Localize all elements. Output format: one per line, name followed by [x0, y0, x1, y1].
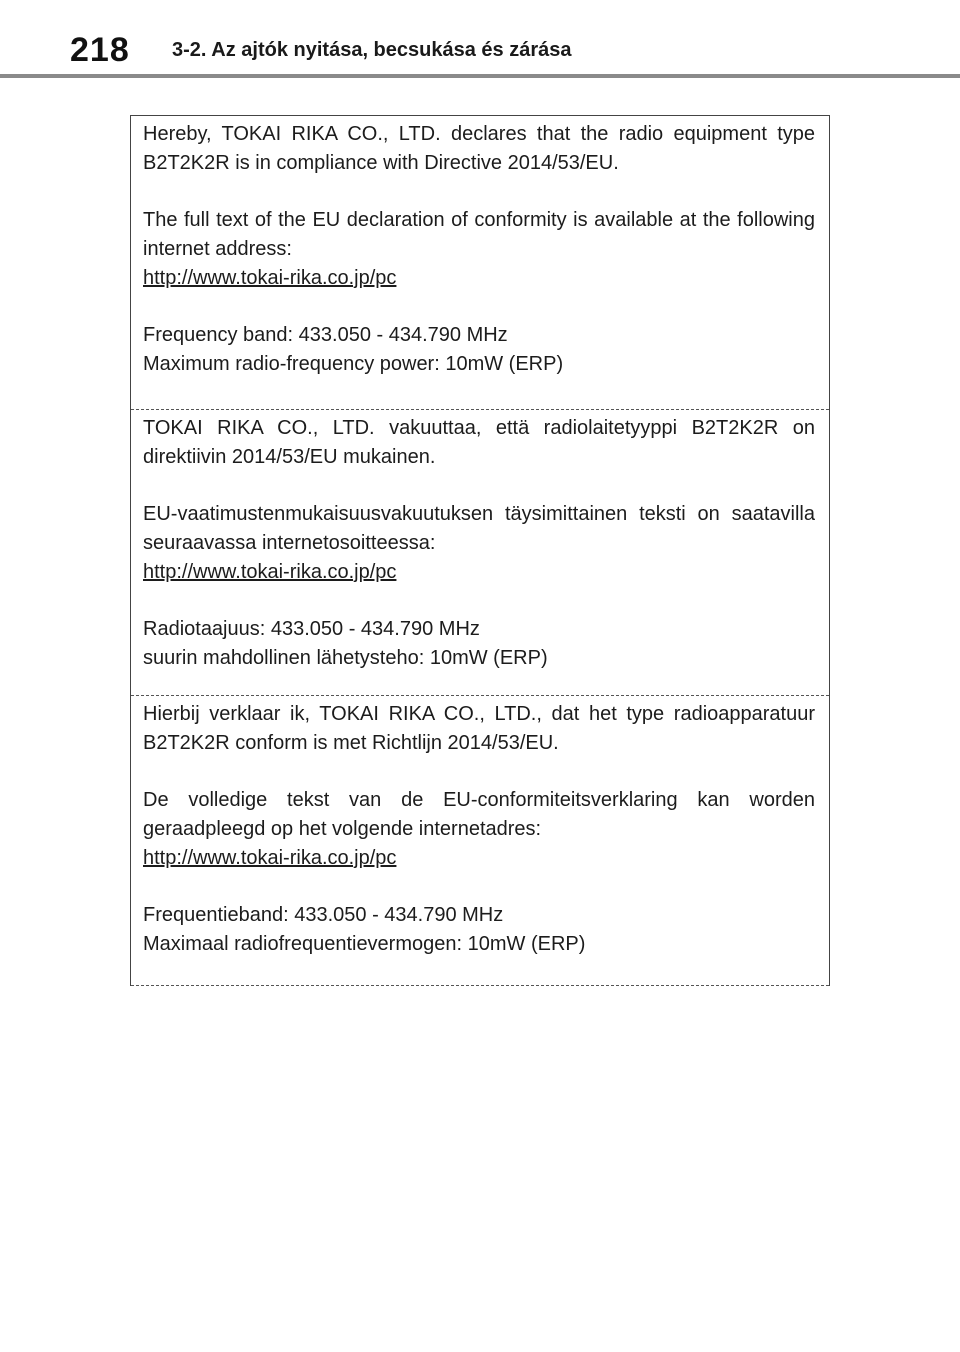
declaration-availability: EU-vaatimustenmukaisuusvakuutuksen täysimittainen teksti on saatavilla seuraavassa internetosoitteessa: [143, 503, 815, 554]
declaration-block-dutch [131, 696, 829, 986]
declaration-url-link[interactable]: http://www.tokai-rika.co.jp/pc [143, 561, 397, 583]
page-header [0, 0, 960, 78]
declaration-statement: TOKAI RIKA CO., LTD. vakuuttaa, että radiolaitetyyppi B2T2K2R on direktiivin 2014/53/EU mukainen. [143, 417, 815, 468]
frequency-band: Radiotaajuus: 433.050 - 434.790 MHz [143, 618, 480, 640]
header-divider [0, 74, 960, 78]
declaration-statement: Hierbij verklaar ik, TOKAI RIKA CO., LTD., dat het type radioapparatuur B2T2K2R conform is met Richtlijn 2014/53/EU. [143, 703, 815, 754]
declaration-statement: Hereby, TOKAI RIKA CO., LTD. declares that the radio equipment type B2T2K2R is in compliance with Directive 2014/53/EU. [143, 123, 815, 174]
max-power: Maximum radio-frequency power: 10mW (ERP) [143, 353, 564, 375]
max-power: Maximaal radiofrequentievermogen: 10mW (ERP) [143, 933, 586, 955]
declaration-url-link[interactable]: http://www.tokai-rika.co.jp/pc [143, 847, 397, 869]
page-number: 218 [70, 31, 130, 69]
section-title: 3-2. Az ajtók nyitása, becsukása és zárása [172, 39, 572, 61]
declaration-of-conformity-box [130, 115, 830, 986]
max-power: suurin mahdollinen lähetysteho: 10mW (ERP) [143, 647, 548, 669]
declaration-availability: The full text of the EU declaration of conformity is available at the following internet address: [143, 209, 815, 260]
declaration-block-finnish [131, 410, 829, 696]
declaration-availability: De volledige tekst van de EU-conformiteitsverklaring kan worden geraadpleegd op het volgende internetadres: [143, 789, 815, 840]
frequency-band: Frequentieband: 433.050 - 434.790 MHz [143, 904, 504, 926]
declaration-block-english [131, 116, 829, 410]
frequency-band: Frequency band: 433.050 - 434.790 MHz [143, 324, 508, 346]
declaration-url-link[interactable]: http://www.tokai-rika.co.jp/pc [143, 267, 397, 289]
